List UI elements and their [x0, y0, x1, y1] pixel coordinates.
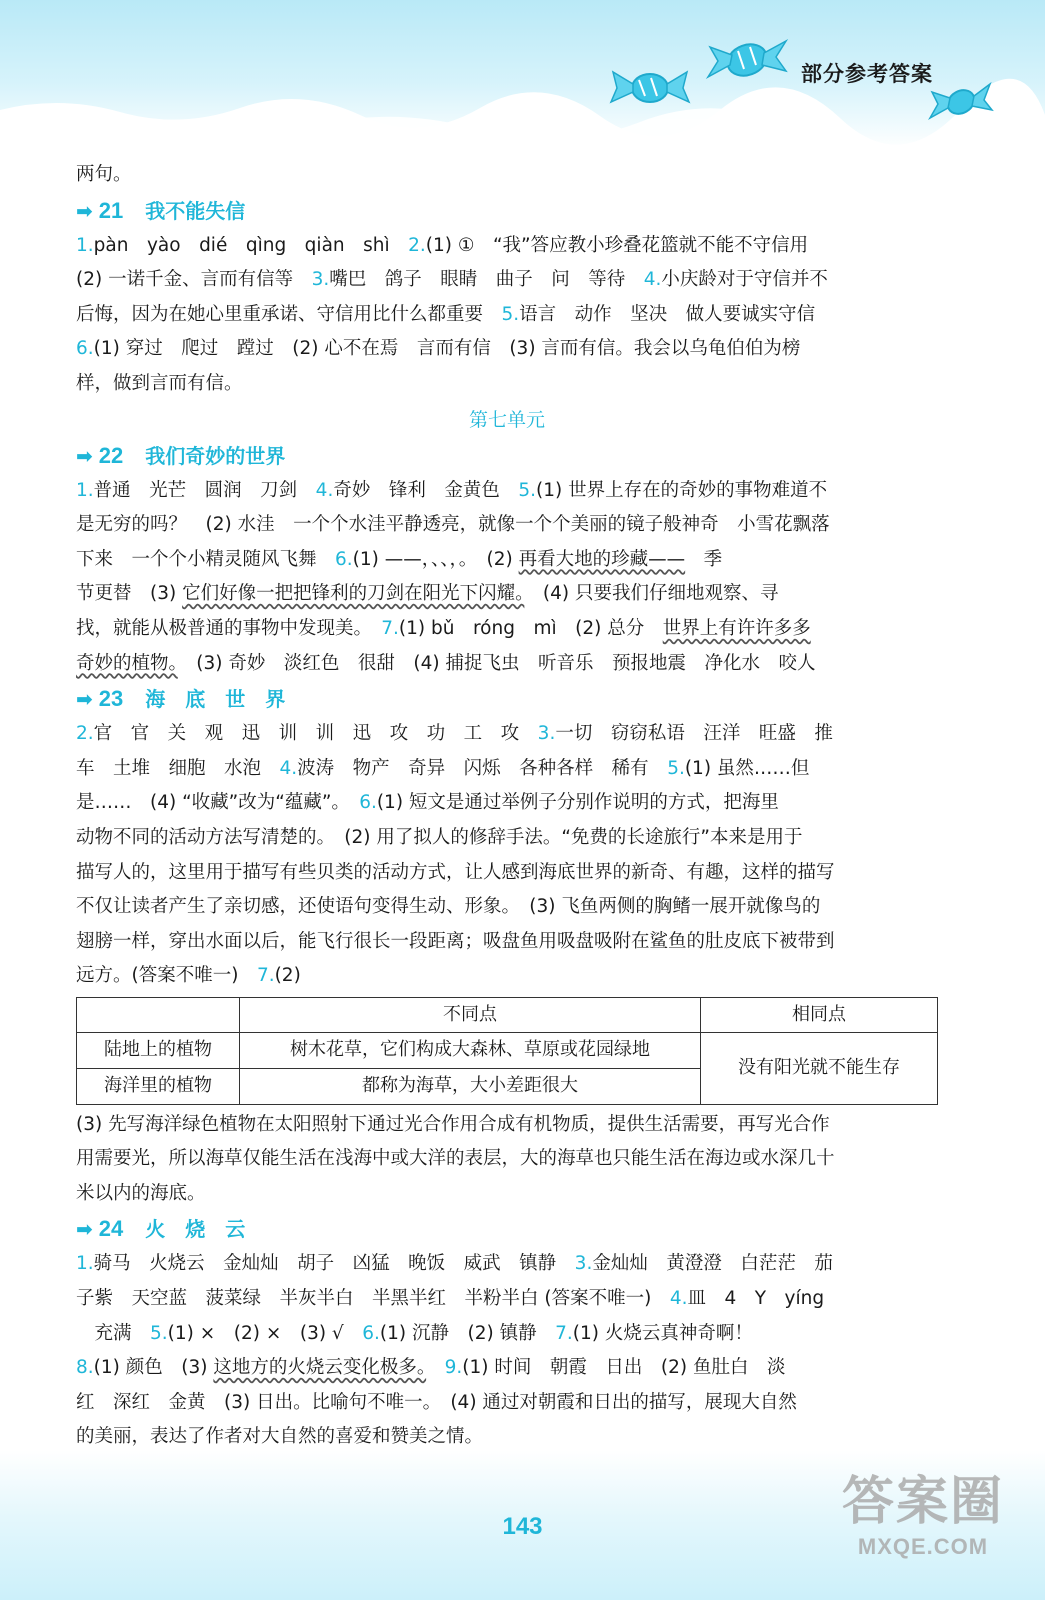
table-row — [77, 997, 938, 1033]
candy-icon — [702, 25, 792, 95]
table-cell: 没有阳光就不能生存 — [701, 1033, 938, 1104]
section-heading-21 — [76, 193, 938, 229]
answer-line: 样，做到言而有信。 — [76, 372, 243, 394]
section-number: 21 — [98, 197, 124, 223]
section-number: 24 — [98, 1216, 124, 1242]
section-title: 我们奇妙的世界 — [145, 443, 286, 468]
table-cell: 海洋里的植物 — [77, 1069, 240, 1105]
arrow-right-icon: ➡ — [76, 198, 93, 223]
section-title: 海 底 世 界 — [145, 687, 286, 712]
answer-line: 是无穷的吗？ (2) 水洼 一个个水洼平静透亮，就像一个个美丽的镜子般神奇 小雪花飘落 — [76, 514, 830, 536]
answer-line: 的美丽，表达了作者对大自然的喜爱和赞美之情。 — [76, 1426, 484, 1448]
answer-line: 米以内的海底。 — [76, 1182, 206, 1204]
answer-line: 1.普通 光芒 圆润 刀剑 4.奇妙 锋利 金黄色 5.(1) 世界上存在的奇妙的事物难道不 — [76, 479, 828, 501]
table-header-same: 相同点 — [701, 997, 938, 1033]
answer-line: 动物不同的活动方法写清楚的。 (2) 用了拟人的修辞手法。“免费的长途旅行”本来是用于 — [76, 826, 803, 848]
answer-content — [76, 158, 938, 1455]
arrow-right-icon: ➡ — [76, 687, 93, 712]
answer-line: 2.官 官 关 观 迅 训 训 迅 攻 功 工 攻 3.一切 窃窃私语 汪洋 旺盛 推 — [76, 723, 833, 745]
answer-line: (3) 先写海洋绿色植物在太阳照射下通过光合作用合成有机物质，提供生活需要，再写光合作 — [76, 1113, 830, 1135]
table-cell: 都称为海草，大小差距很大 — [240, 1069, 701, 1105]
answer-line: 用需要光，所以海草仅能生活在浅海中或大洋的表层，大的海草也只能生活在海边或水深几十 — [76, 1148, 835, 1170]
page-header-title: 部分参考答案 — [801, 62, 933, 86]
section-heading-24 — [76, 1211, 938, 1247]
watermark-logo-text: 答案圈 — [841, 1472, 1004, 1532]
page-number: 143 — [502, 1513, 543, 1540]
answer-line: 车 土堆 细胞 水泡 4.波涛 物产 奇异 闪烁 各种各样 稀有 5.(1) 虽然……但 — [76, 757, 810, 779]
comparison-table — [76, 997, 938, 1105]
section-heading-22 — [76, 438, 938, 474]
table-cell: 树木花草，它们构成大森林、草原或花园绿地 — [240, 1033, 701, 1069]
answer-line: 奇妙的植物。 (3) 奇妙 淡红色 很甜 (4) 捕捉飞虫 听音乐 预报地震 净化水 咬人 — [76, 652, 816, 674]
answer-line: 是…… (4) “收藏”改为“蕴藏”。 6.(1) 短文是通过举例子分别作说明的方式，把海里 — [76, 792, 779, 814]
answer-line: 下来 一个个小精灵随风飞舞 6.(1) ——，、、，。 (2) 再看大地的珍藏—— 季 — [76, 548, 723, 570]
header-band — [0, 0, 1045, 150]
table-cell: 陆地上的植物 — [77, 1033, 240, 1069]
answer-line: 1.pàn yào dié qìng qiàn shì 2.(1) ① “我”答应教小珍叠花篮就不能不守信用 — [76, 234, 809, 256]
answer-line: 红 深红 金黄 (3) 日出。比喻句不唯一。 (4) 通过对朝霞和日出的描写，展现大自然 — [76, 1391, 797, 1413]
answer-line: 子紫 天空蓝 菠菜绿 半灰半白 半黑半红 半粉半白 (答案不唯一) 4.皿 4 Y yíng — [76, 1288, 825, 1310]
section-number: 22 — [98, 442, 124, 468]
section-title: 我不能失信 — [145, 198, 246, 223]
candy-icon — [926, 72, 996, 132]
unit-title: 第七单元 — [468, 408, 545, 431]
answer-line: 翅膀一样，穿出水面以后，能飞行很长一段距离；吸盘鱼用吸盘吸附在鲨鱼的肚皮底下被带到 — [76, 930, 835, 952]
answer-line: 后悔，因为在她心里重承诺、守信用比什么都重要 5.语言 动作 坚决 做人要诚实守信 — [76, 303, 816, 325]
answer-line: 6.(1) 穿过 爬过 蹚过 (2) 心不在焉 言而有信 (3) 言而有信。我会以乌龟伯伯为榜 — [76, 338, 801, 360]
watermark — [823, 1470, 1023, 1590]
table-row — [77, 1033, 938, 1069]
answer-line: 不仅让读者产生了亲切感，还使语句变得生动、形象。 (3) 飞鱼两侧的胸鳍一展开就像鸟的 — [76, 896, 821, 918]
answer-line: 找，就能从极普通的事物中发现美。 7.(1) bǔ róng mì (2) 总分 世界上有许许多多 — [76, 617, 811, 639]
table-header-diff: 不同点 — [240, 997, 701, 1033]
candy-icon — [605, 58, 695, 118]
table-header-empty — [77, 997, 240, 1033]
arrow-right-icon: ➡ — [76, 1217, 93, 1242]
answer-line: 描写人的，这里用于描写有些贝类的活动方式，让人感到海底世界的新奇、有趣，这样的描写 — [76, 861, 835, 883]
answer-line: 8.(1) 颜色 (3) 这地方的火烧云变化极多。 9.(1) 时间 朝霞 日出 (2) 鱼肚白 淡 — [76, 1357, 786, 1379]
answer-line: (2) 一诺千金、言而有信等 3.嘴巴 鸽子 眼睛 曲子 问 等待 4.小庆龄对于守信并不 — [76, 269, 828, 291]
watermark-url: MXQE.COM — [857, 1534, 989, 1559]
section-heading-23 — [76, 681, 938, 717]
answer-line: 充满 5.(1) × (2) × (3) √ 6.(1) 沉静 (2) 镇静 7.(1) 火烧云真神奇啊！ — [76, 1322, 753, 1344]
section-title: 火 烧 云 — [145, 1217, 246, 1242]
answer-line: 节更替 (3) 它们好像一把把锋利的刀剑在阳光下闪耀。 (4) 只要我们仔细地观察、寻 — [76, 583, 779, 605]
lead-text: 两句。 — [76, 164, 132, 185]
section-number: 23 — [98, 686, 124, 712]
answer-line: 1.骑马 火烧云 金灿灿 胡子 凶猛 晚饭 威武 镇静 3.金灿灿 黄澄澄 白茫茫 茄 — [76, 1253, 833, 1275]
arrow-right-icon: ➡ — [76, 443, 93, 468]
answer-line: 远方。(答案不唯一) 7.(2) — [76, 965, 301, 987]
